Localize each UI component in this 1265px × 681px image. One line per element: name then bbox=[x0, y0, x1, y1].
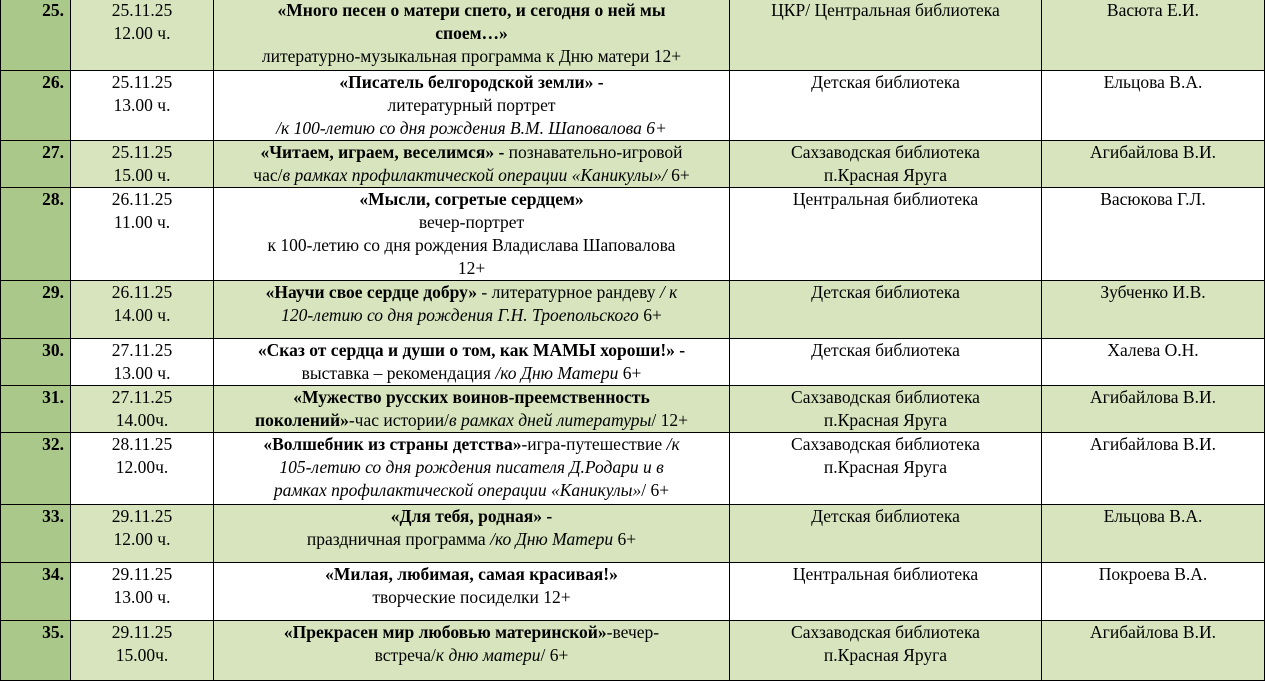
event-format: литературный портрет bbox=[387, 95, 556, 115]
event-description bbox=[214, 188, 730, 281]
event-date: 26.11.25 bbox=[111, 189, 173, 209]
event-format: литературно-музыкальная программа к Дню матери 12+ bbox=[261, 46, 682, 66]
event-venue bbox=[730, 563, 1042, 621]
row-number: 33. bbox=[1, 505, 71, 563]
event-description-line bbox=[218, 164, 725, 187]
event-title: «Научи свое сердце добру» bbox=[265, 282, 478, 302]
event-description-line bbox=[218, 339, 725, 362]
event-date: 28.11.25 bbox=[111, 434, 173, 454]
event-venue bbox=[730, 188, 1042, 281]
event-description-line bbox=[218, 211, 725, 234]
venue-line: Центральная библиотека bbox=[792, 564, 979, 584]
event-date-time bbox=[71, 141, 214, 188]
event-time: 15.00ч. bbox=[115, 645, 169, 665]
venue-line: п.Красная Яруга bbox=[823, 457, 948, 477]
event-description-line bbox=[218, 141, 725, 164]
event-format: 6+ bbox=[643, 305, 662, 325]
venue-line: Центральная библиотека bbox=[792, 189, 979, 209]
event-format: 12+ bbox=[457, 258, 486, 278]
event-description-line bbox=[218, 45, 725, 68]
event-format: / 6+ bbox=[540, 645, 569, 665]
event-venue bbox=[730, 0, 1042, 71]
event-format: / 12+ bbox=[651, 410, 688, 430]
event-description-line bbox=[218, 257, 725, 280]
event-title: «Для тебя, родная» - bbox=[390, 506, 553, 526]
event-dedication: / к bbox=[659, 282, 678, 302]
venue-line: Сахзаводская библиотека bbox=[791, 142, 980, 162]
venue-line: Сахзаводская библиотека bbox=[791, 387, 980, 407]
event-format: 6+ bbox=[618, 363, 642, 383]
responsible-person: Ельцова В.А. bbox=[1042, 71, 1265, 141]
table-row bbox=[1, 141, 1265, 188]
event-description bbox=[214, 621, 730, 681]
row-number: 32. bbox=[1, 433, 71, 505]
table-row bbox=[1, 0, 1265, 71]
event-description-line bbox=[218, 281, 725, 304]
event-format: -вечер- bbox=[606, 622, 660, 642]
event-description-line bbox=[218, 621, 725, 644]
event-time: 12.00 ч. bbox=[113, 23, 171, 43]
table-row bbox=[1, 281, 1265, 339]
event-title: «Читаем, играем, веселимся» - bbox=[260, 142, 509, 162]
event-title: «Прекрасен мир любовью материнской» bbox=[283, 622, 607, 642]
event-dedication: /ко Дню Матери bbox=[495, 363, 619, 383]
event-description-line bbox=[218, 563, 725, 586]
event-description bbox=[214, 71, 730, 141]
venue-line: п.Красная Яруга bbox=[823, 410, 948, 430]
event-venue bbox=[730, 505, 1042, 563]
event-date: 25.11.25 bbox=[111, 0, 173, 20]
event-venue bbox=[730, 386, 1042, 433]
row-number: 35. bbox=[1, 621, 71, 681]
event-time: 12.00ч. bbox=[115, 457, 169, 477]
event-venue bbox=[730, 281, 1042, 339]
event-description bbox=[214, 141, 730, 188]
venue-line: ЦКР/ Центральная библиотека bbox=[771, 0, 1000, 20]
event-format: выставка – рекомендация bbox=[301, 363, 496, 383]
event-date: 29.11.25 bbox=[111, 622, 173, 642]
table-row bbox=[1, 621, 1265, 681]
event-time: 11.00 ч. bbox=[113, 212, 171, 232]
event-dedication: /к 100-летию со дня рождения В.М. Шаповалова 6+ bbox=[276, 118, 667, 138]
event-description-line bbox=[218, 505, 725, 528]
row-number: 29. bbox=[1, 281, 71, 339]
event-title: «Сказ от сердца и души о том, как МАМЫ хороши!» - bbox=[257, 340, 686, 360]
event-dedication: 105-летию со дня рождения писателя Д.Родари и в bbox=[279, 457, 664, 477]
event-dedication: в рамках дней литературы bbox=[449, 410, 652, 430]
table-row bbox=[1, 433, 1265, 505]
event-venue bbox=[730, 141, 1042, 188]
event-date-time bbox=[71, 505, 214, 563]
table-row bbox=[1, 563, 1265, 621]
event-description bbox=[214, 505, 730, 563]
table-row bbox=[1, 339, 1265, 386]
event-time: 14.00ч. bbox=[115, 410, 169, 430]
event-time: 12.00 ч. bbox=[113, 529, 171, 549]
event-description-line bbox=[218, 456, 725, 479]
table-row bbox=[1, 188, 1265, 281]
event-date: 27.11.25 bbox=[111, 340, 173, 360]
event-description-line bbox=[218, 433, 725, 456]
event-description-line bbox=[218, 304, 725, 327]
event-description bbox=[214, 386, 730, 433]
event-description-line bbox=[218, 644, 725, 667]
event-date: 26.11.25 bbox=[111, 282, 173, 302]
event-format: - литературное рандеву bbox=[477, 282, 660, 302]
event-title: «Много песен о матери спето, и сегодня о ней мы bbox=[277, 0, 666, 20]
event-date: 25.11.25 bbox=[111, 72, 173, 92]
event-title: «Волшебник из страны детства» bbox=[263, 434, 522, 454]
event-time: 15.00 ч. bbox=[113, 165, 171, 185]
event-title: «Писатель белгородской земли» - bbox=[339, 72, 604, 92]
events-table-body bbox=[1, 0, 1265, 681]
event-format: 6+ bbox=[613, 529, 637, 549]
event-time: 13.00 ч. bbox=[113, 95, 171, 115]
event-date-time bbox=[71, 433, 214, 505]
event-dedication: рамках профилактической операции «Каникулы» bbox=[273, 480, 642, 500]
table-row bbox=[1, 71, 1265, 141]
event-description-line bbox=[218, 234, 725, 257]
responsible-person: Халева О.Н. bbox=[1042, 339, 1265, 386]
event-description-line bbox=[218, 586, 725, 609]
event-title: «Мысли, согретые сердцем» bbox=[359, 189, 584, 209]
row-number: 31. bbox=[1, 386, 71, 433]
event-format: 6+ bbox=[666, 165, 690, 185]
event-date-time bbox=[71, 621, 214, 681]
responsible-person: Агибайлова В.И. bbox=[1042, 433, 1265, 505]
event-description-line bbox=[218, 528, 725, 551]
row-number: 25. bbox=[1, 0, 71, 71]
event-date-time bbox=[71, 281, 214, 339]
event-format: познавательно-игровой bbox=[508, 142, 683, 162]
event-date-time bbox=[71, 563, 214, 621]
venue-line: Детская библиотека bbox=[811, 506, 960, 526]
venue-line: Детская библиотека bbox=[811, 72, 960, 92]
event-format: / 6+ bbox=[641, 480, 670, 500]
responsible-person: Агибайлова В.И. bbox=[1042, 141, 1265, 188]
responsible-person: Васюта Е.И. bbox=[1042, 0, 1265, 71]
event-date: 29.11.25 bbox=[111, 506, 173, 526]
event-description-line bbox=[218, 117, 725, 140]
event-dedication: /к bbox=[666, 434, 680, 454]
event-date-time bbox=[71, 0, 214, 71]
event-format: встреча/ bbox=[374, 645, 436, 665]
responsible-person: Васюкова Г.Л. bbox=[1042, 188, 1265, 281]
event-title: «Милая, любимая, самая красивая!» bbox=[325, 564, 618, 584]
event-date: 25.11.25 bbox=[111, 142, 173, 162]
event-description-line bbox=[218, 94, 725, 117]
event-format: к 100-летию со дня рождения Владислава Шаповалова bbox=[267, 235, 676, 255]
event-date: 29.11.25 bbox=[111, 564, 173, 584]
event-venue bbox=[730, 621, 1042, 681]
event-description-line bbox=[218, 362, 725, 385]
responsible-person: Покроева В.А. bbox=[1042, 563, 1265, 621]
event-description-line bbox=[218, 71, 725, 94]
event-format: -час истории/ bbox=[348, 410, 450, 430]
table-row bbox=[1, 505, 1265, 563]
responsible-person: Зубченко И.В. bbox=[1042, 281, 1265, 339]
venue-line: Сахзаводская библиотека bbox=[791, 434, 980, 454]
venue-line: п.Красная Яруга bbox=[823, 645, 948, 665]
event-description-line bbox=[218, 188, 725, 211]
event-venue bbox=[730, 433, 1042, 505]
event-format: праздничная программа bbox=[306, 529, 491, 549]
event-dedication: 120-летию со дня рождения Г.Н. Троепольского bbox=[281, 305, 644, 325]
event-venue bbox=[730, 71, 1042, 141]
event-description-line bbox=[218, 22, 725, 45]
event-date-time bbox=[71, 71, 214, 141]
event-title: споем…» bbox=[435, 23, 508, 43]
event-description-line bbox=[218, 386, 725, 409]
event-date-time bbox=[71, 188, 214, 281]
responsible-person: Ельцова В.А. bbox=[1042, 505, 1265, 563]
event-description-line bbox=[218, 0, 725, 22]
event-time: 13.00 ч. bbox=[113, 363, 171, 383]
responsible-person: Агибайлова В.И. bbox=[1042, 621, 1265, 681]
row-number: 30. bbox=[1, 339, 71, 386]
venue-line: п.Красная Яруга bbox=[823, 165, 948, 185]
event-dedication: к дню матери bbox=[435, 645, 541, 665]
responsible-person: Агибайлова В.И. bbox=[1042, 386, 1265, 433]
row-number: 34. bbox=[1, 563, 71, 621]
event-venue bbox=[730, 339, 1042, 386]
venue-line: Детская библиотека bbox=[811, 282, 960, 302]
row-number: 28. bbox=[1, 188, 71, 281]
event-dedication: /ко Дню Матери bbox=[490, 529, 614, 549]
event-description-line bbox=[218, 479, 725, 502]
event-description-line bbox=[218, 409, 725, 432]
event-format: вечер-портрет bbox=[418, 212, 525, 232]
event-time: 14.00 ч. bbox=[113, 305, 171, 325]
table-row bbox=[1, 386, 1265, 433]
row-number: 27. bbox=[1, 141, 71, 188]
venue-line: Сахзаводская библиотека bbox=[791, 622, 980, 642]
event-date-time bbox=[71, 386, 214, 433]
event-description bbox=[214, 0, 730, 71]
event-date: 27.11.25 bbox=[111, 387, 173, 407]
event-description bbox=[214, 563, 730, 621]
row-number: 26. bbox=[1, 71, 71, 141]
event-description bbox=[214, 433, 730, 505]
venue-line: Детская библиотека bbox=[811, 340, 960, 360]
event-time: 13.00 ч. bbox=[113, 587, 171, 607]
event-title: поколений» bbox=[255, 410, 349, 430]
event-description bbox=[214, 339, 730, 386]
event-format: -игра-путешествие bbox=[521, 434, 667, 454]
event-date-time bbox=[71, 339, 214, 386]
event-dedication: в рамках профилактической операции «Каникулы»/ bbox=[282, 165, 667, 185]
event-format: творческие посиделки 12+ bbox=[372, 587, 571, 607]
event-description bbox=[214, 281, 730, 339]
event-format: час/ bbox=[253, 165, 283, 185]
event-title: «Мужество русских воинов-преемственность bbox=[293, 387, 650, 407]
